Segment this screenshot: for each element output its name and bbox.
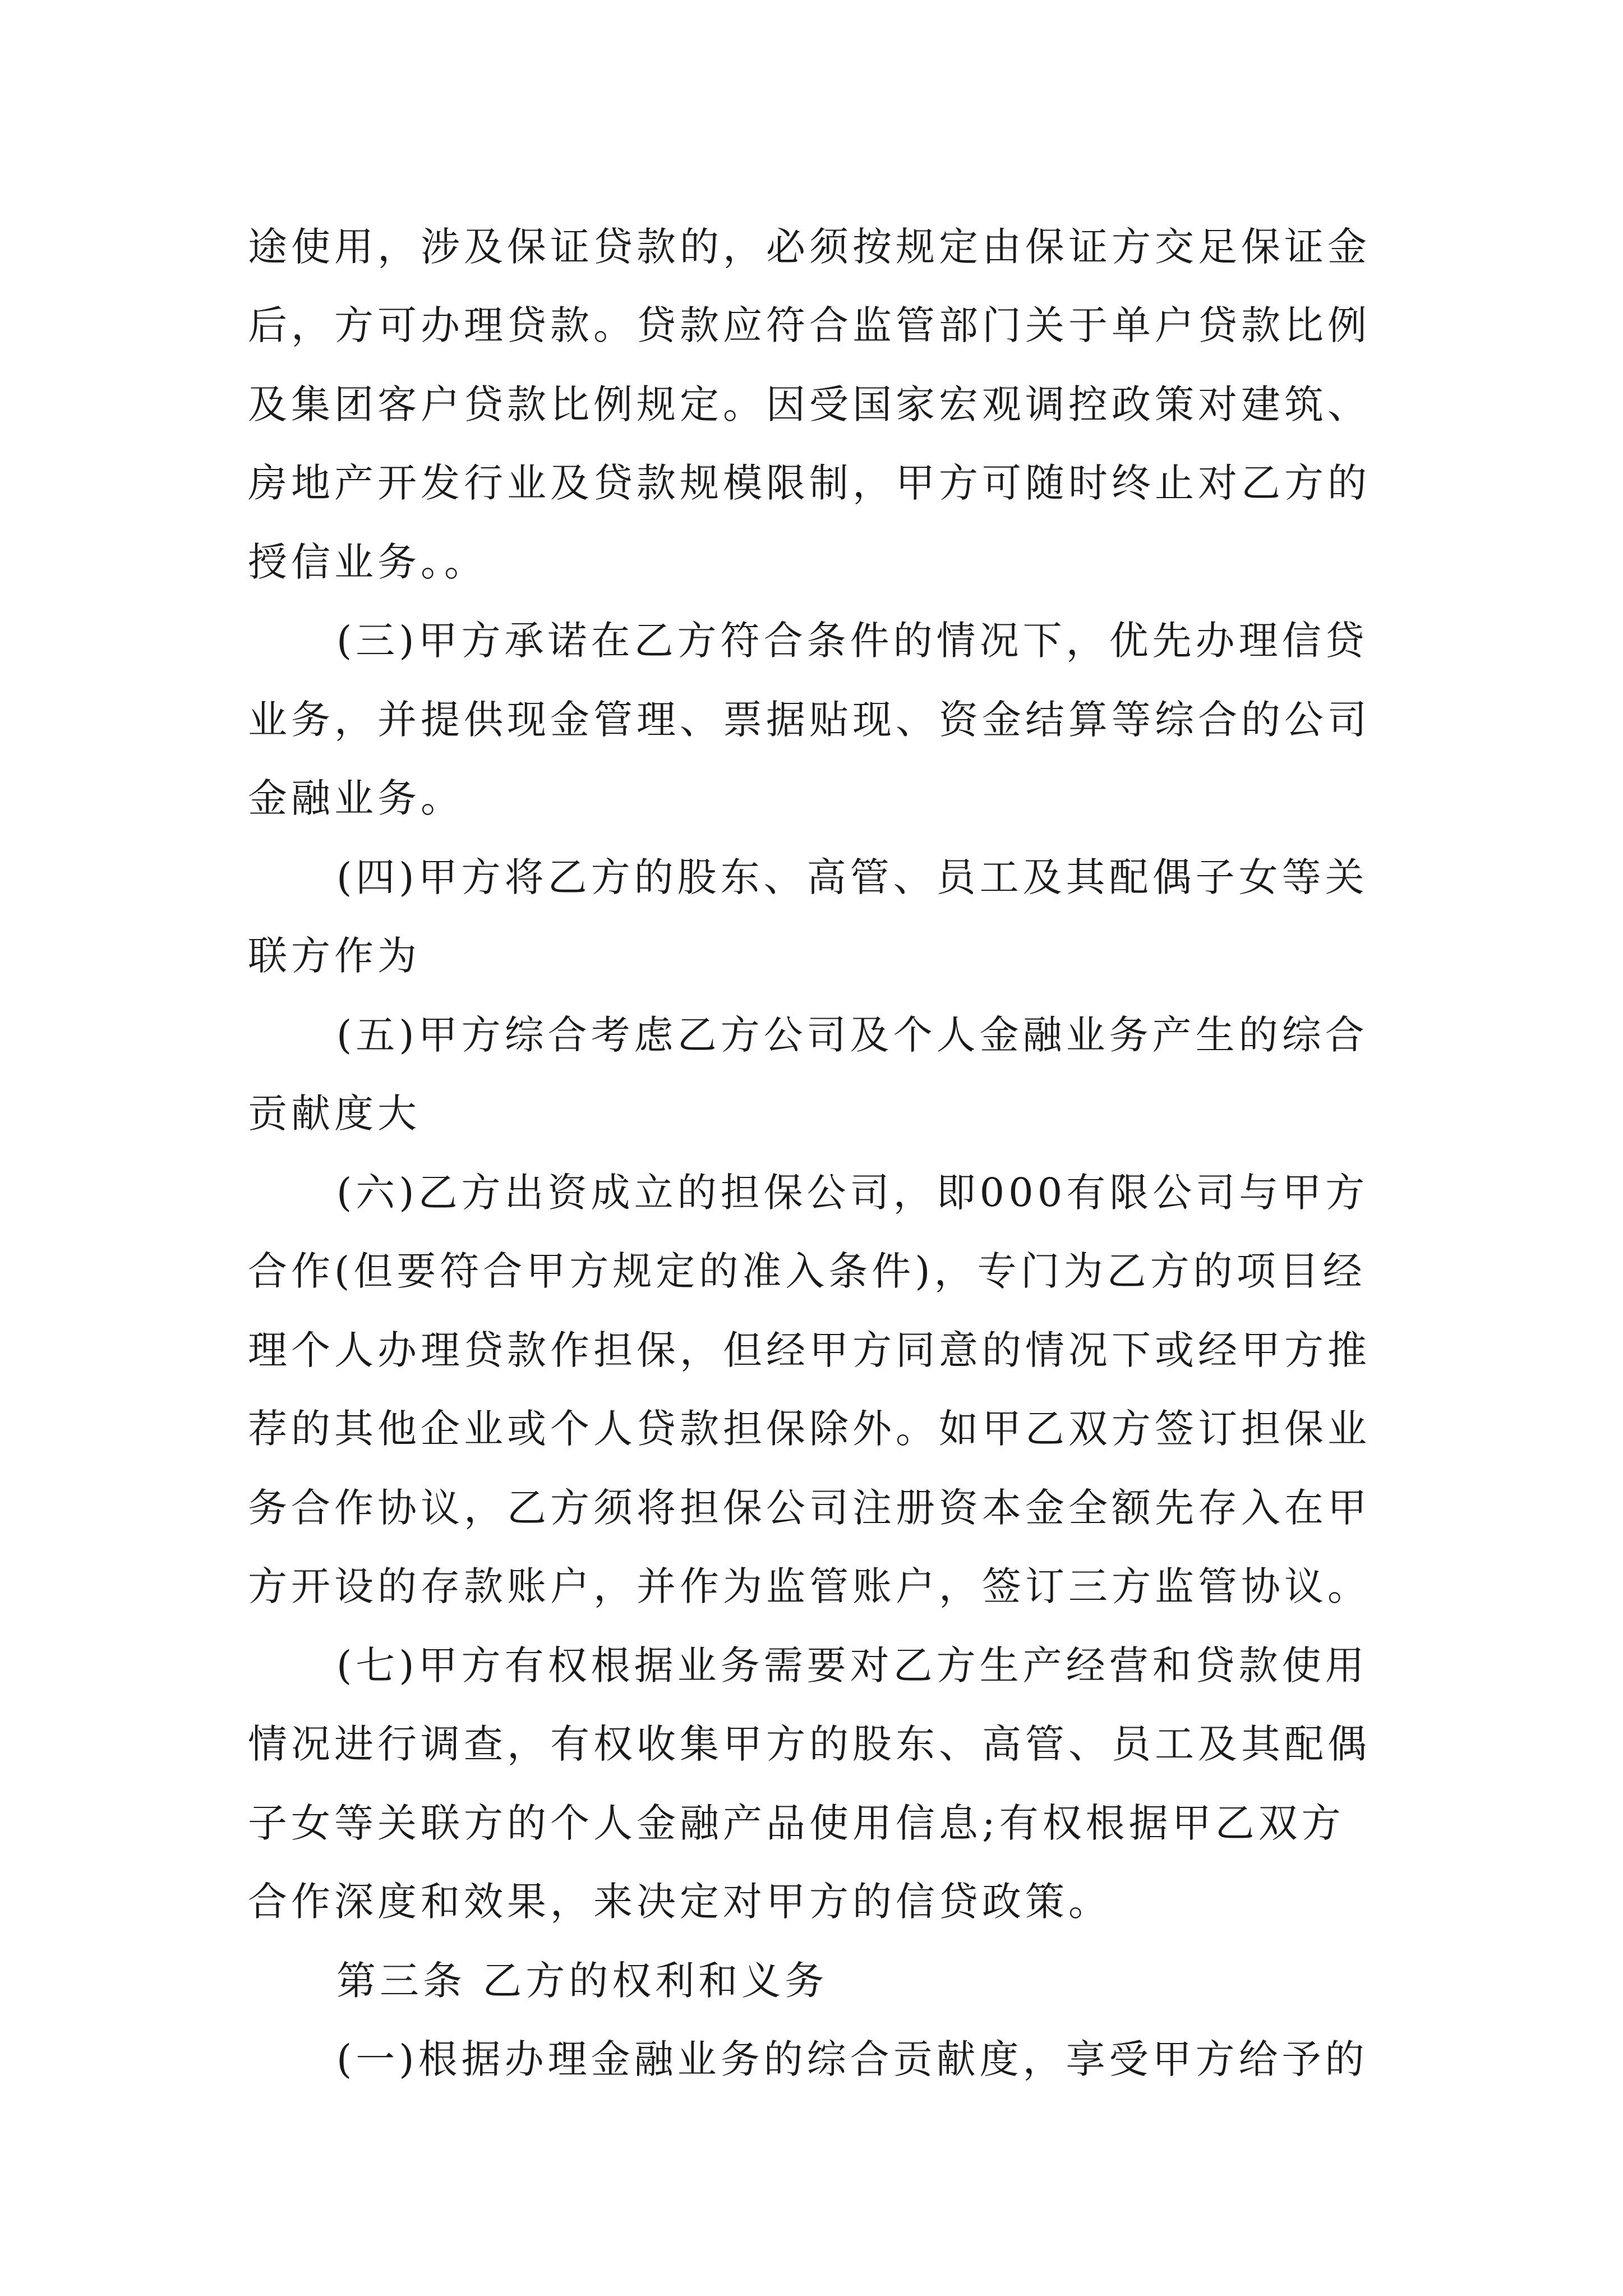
text-line: 务合作协议，乙方须将担保公司注册资本金全额先存入在甲 [248, 1485, 1371, 1531]
text-line: 金融业务。 [248, 775, 464, 821]
text-line: 授信业务。。 [248, 539, 487, 585]
text-line: 贡献度大 [248, 1091, 421, 1137]
text-line: 房地产开发行业及贷款规模限制，甲方可随时终止对乙方的 [248, 460, 1371, 506]
section-heading: 第三条 乙方的权利和义务 [336, 1958, 828, 2004]
text-line: 理个人办理贷款作担保，但经甲方同意的情况下或经甲方推 [248, 1327, 1371, 1373]
text-line: (七)甲方有权根据业务需要对乙方生产经营和贷款使用 [336, 1642, 1368, 1688]
text-line: 后，方可办理贷款。贷款应符合监管部门关于单户贷款比例 [248, 302, 1371, 348]
text-line: (五)甲方综合考虑乙方公司及个人金融业务产生的综合 [336, 1012, 1368, 1058]
text-line: 及集团客户贷款比例规定。因受国家宏观调控政策对建筑、 [248, 381, 1371, 427]
text-line: 荐的其他企业或个人贷款担保除外。如甲乙双方签订担保业 [248, 1406, 1371, 1452]
text-line: 子女等关联方的个人金融产品使用信息;有权根据甲乙双方 [248, 1800, 1345, 1846]
text-line: 情况进行调查，有权收集甲方的股东、高管、员工及其配偶 [248, 1721, 1371, 1767]
text-line: 合作深度和效果，来决定对甲方的信贷政策。 [248, 1879, 1112, 1925]
text-line: 业务，并提供现金管理、票据贴现、资金结算等综合的公司 [248, 697, 1371, 743]
text-line: 方开设的存款账户，并作为监管账户，签订三方监管协议。 [248, 1563, 1371, 1609]
text-line: (六)乙方出资成立的担保公司，即000有限公司与甲方 [336, 1170, 1369, 1216]
text-line: (四)甲方将乙方的股东、高管、员工及其配偶子女等关 [336, 854, 1368, 900]
text-line: 合作(但要符合甲方规定的准入条件)，专门为乙方的项目经 [248, 1248, 1366, 1294]
text-line: 途使用，涉及保证贷款的，必须按规定由保证方交足保证金 [248, 224, 1371, 270]
text-line: 联方作为 [248, 933, 421, 979]
text-line: (一)根据办理金融业务的综合贡献度，享受甲方给予的 [336, 2036, 1368, 2082]
text-line: (三)甲方承诺在乙方符合条件的情况下，优先办理信贷 [336, 618, 1368, 664]
